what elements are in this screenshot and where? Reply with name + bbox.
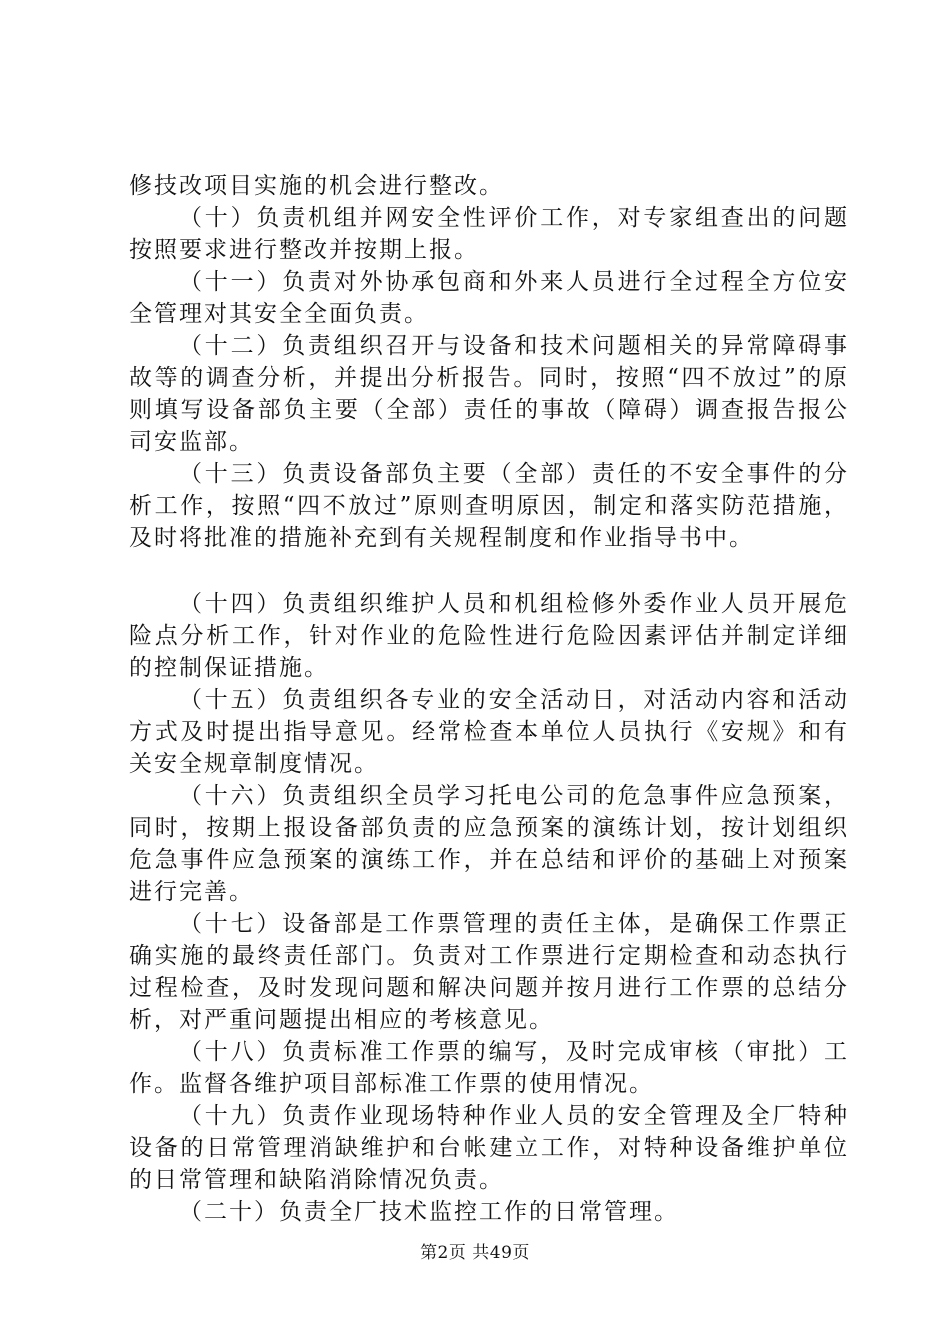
page-footer [0,1241,950,1265]
paragraph-item-15: （十五）负责组织各专业的安全活动日，对活动内容和活动方式及时提出指导意见。经常检查本单位人员执行《安规》和有关安全规章制度情况。 [129,687,849,777]
paragraph-item-18: （十八）负责标准工作票的编写，及时完成审核（审批）工作。监督各维护项目部标准工作票的使用情况。 [129,1039,849,1097]
paragraph-item-20: （二十）负责全厂技术监控工作的日常管理。 [179,1199,679,1225]
document-body [129,170,849,1228]
paragraph-item-12: （十二）负责组织召开与设备和技术问题相关的异常障碍事故等的调查分析，并提出分析报告。同时，按照“四不放过”的原则填写设备部负主要（全部）责任的事故（障碍）调查报告报公司安监部。 [129,333,849,455]
paragraph-item-10: （十）负责机组并网安全性评价工作，对专家组查出的问题按照要求进行整改并按期上报。 [129,205,849,263]
paragraph-item-14: （十四）负责组织维护人员和机组检修外委作业人员开展危险点分析工作，针对作业的危险性进行危险因素评估并制定详细的控制保证措施。 [129,591,849,681]
paragraph-item-16: （十六）负责组织全员学习托电公司的危急事件应急预案，同时，按期上报设备部负责的应急预案的演练计划，按计划组织危急事件应急预案的演练工作，并在总结和评价的基础上对预案进行完善。 [129,783,849,905]
paragraph-item-13: （十三）负责设备部负主要（全部）责任的不安全事件的分析工作，按照“四不放过”原则查明原因，制定和落实防范措施，及时将批准的措施补充到有关规程制度和作业指导书中。 [129,461,849,551]
paragraph-item-19: （十九）负责作业现场特种作业人员的安全管理及全厂特种设备的日常管理消缺维护和台帐建立工作，对特种设备维护单位的日常管理和缺陷消除情况负责。 [129,1103,849,1193]
paragraph-item-17: （十七）设备部是工作票管理的责任主体，是确保工作票正确实施的最终责任部门。负责对工作票进行定期检查和动态执行过程检查，及时发现问题和解决问题并按月进行工作票的总结分析，对严重问题提出相应的考核意见。 [129,911,849,1033]
page-number-label: 第2页 共49页 [420,1243,530,1263]
paragraph-continuation: 修技改项目实施的机会进行整改。 [129,173,504,199]
paragraph-item-11: （十一）负责对外协承包商和外来人员进行全过程全方位安全管理对其安全全面负责。 [129,269,849,327]
